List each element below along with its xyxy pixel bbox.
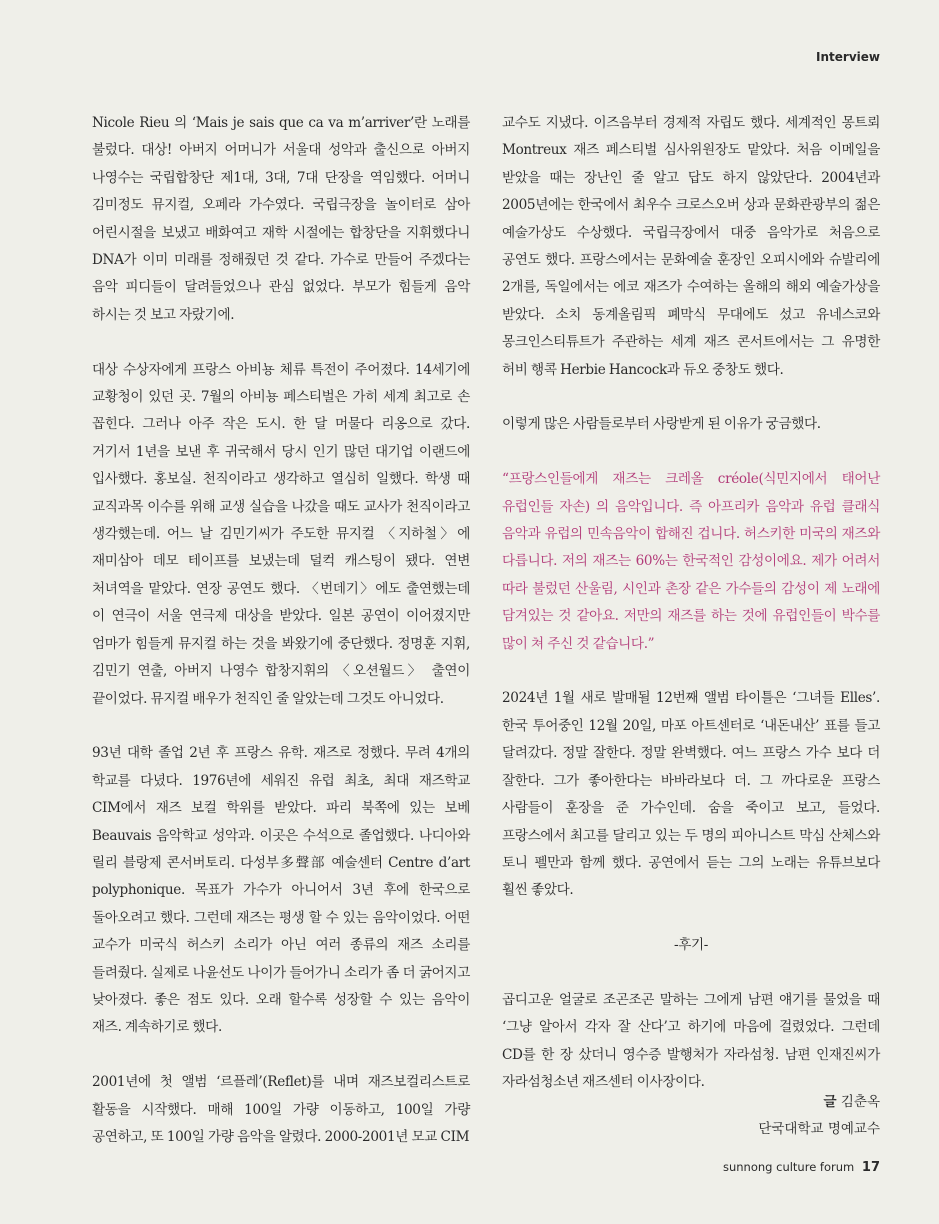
page-footer — [723, 1160, 880, 1175]
interview-question: 이렇게 많은 사람들로부터 사랑받게 된 이유가 궁금했다. — [502, 416, 821, 433]
body-paragraph: 2001년에 첫 앨범 ‘르플레’(Reflet)를 내며 재즈보컬리스트로 활동을 시작했다. 매해 100일 가량 이동하고, 100일 가량 공연하고, 또 100일 가량 음악을 알렸다. 2000-2001년 모교 CIM — [92, 1074, 470, 1145]
body-paragraph: 대상 수상자에게 프랑스 아비뇽 체류 특전이 주어졌다. 14세기에 교황청이 있던 곳. 7월의 아비뇽 페스티벌은 가히 세계 최고로 손 꼽힌다. 그러나 아주 작은 도시. 한 달 머물다 리옹으로 갔다. 거기서 1년을 보낸 후 귀국해서 당시 인기 많던 대기업 이랜드에 입사했다. 홍보실. 천직이라고 생각하고 열심히 일했다. 학생 때 교직과목 이수를 위해 교생 실습을 나갔을 때도 교사가 천직이라고 생각했는데. 어느 날 김민기씨가 주도한 뮤지컬 〈지하철〉에 재미삼아 데모 테이프를 보냈는데 덜컥 캐스팅이 됐다. 연변 처녀역을 맡았다. 연장 공연도 했다. 〈번데기〉에도 출연했는데 이 연극이 서울 연극제 대상을 받았다. 일본 공연이 이어졌지만 엄마가 힘들게 뮤지컬 하는 것을 봐왔기에 중단했다. 정명훈 지휘, 김민기 연출, 아버지 나영수 합창지휘의 〈오션월드〉 출연이 끝이었다. 뮤지컬 배우가 천직인 줄 알았는데 그것도 아니었다. — [92, 361, 470, 707]
body-paragraph: 교수도 지냈다. 이즈음부터 경제적 자립도 했다. 세계적인 몽트뢰 Montreux 재즈 페스티벌 심사위원장도 맡았다. 처음 이메일을 받았을 때는 장난인 줄 알고 답도 하지 않았단다. 2004년과 2005년에는 한국에서 최우수 크로스오버 상과 문화관광부의 젊은 예술가상도 수상했다. 국립극장에서 대중 음악가로 처음으로 공연도 했다. 프랑스에서는 문화예술 훈장인 오피시에와 슈발리에 2개를, 독일에서는 에코 재즈가 수여하는 올해의 해외 예술가상을 받았다. 소치 동계올림픽 폐막식 무대에도 섰고 유네스코와 몽크인스티튜트가 주관하는 세계 재즈 콘서트에서는 그 유명한 허비 행콕 Herbie Hancock과 듀오 중창도 했다. — [502, 115, 880, 378]
afterword-text: 곱디고운 얼굴로 조곤조곤 말하는 그에게 남편 얘기를 물었을 때 ‘그냥 알아서 각자 잘 산다’고 하기에 마음에 걸렸었다. 그런데 CD를 한 장 샀더니 영수증 발행처가 자라섬청. 남편 인재진씨가 자라섬청소년 재즈센터 이사장이다. — [502, 991, 880, 1091]
section-label: Interview — [816, 50, 880, 64]
left-column — [92, 110, 470, 1151]
body-paragraph: Nicole Rieu 의 ‘Mais je sais que ca va m’arriver’란 노래를 불렀다. 대상! 아버지 어머니가 서울대 성악과 출신으로 아버지 나영수는 국립합창단 제1대, 3대, 7대 단장을 역임했다. 어머니 김미정도 뮤지컬, 오페라 가수였다. 국립극장을 놀이터로 삼아 어린시절을 보냈고 배화여고 재학 시절에는 합창단을 지휘했다니 DNA가 이미 미래를 정해줬던 것 같다. 가수로 만들어 주겠다는 음악 피디들이 달려들었으나 관심 없었다. 부모가 힘들게 음악 하시는 것 보고 자랐기에. — [92, 115, 470, 323]
right-column — [502, 110, 880, 1124]
pull-quote: “프랑스인들에게 재즈는 크레올 créole(식민지에서 태어난 유럽인들 자손) 의 음악입니다. 즉 아프리카 음악과 유럽 클래식 음악과 유럽의 민속음악이 합해진 겁니다. 허스키한 미국의 재즈와 다릅니다. 저의 재즈는 60%는 한국적인 감성이에요. 제가 어려서 따라 불렀던 산울림, 시인과 촌장 같은 가수들의 감성이 제 노래에 담겨있는 것 같아요. 저만의 재즈를 하는 것에 유럽인들이 박수를 많이 쳐 주신 것 같습니다.” — [502, 471, 880, 652]
author-role: 글 — [823, 1094, 837, 1110]
publication-name: sunnong culture forum — [722, 1160, 855, 1174]
author-title: 단국대학교 명예교수 — [758, 1121, 880, 1137]
author-name: 김춘옥 — [840, 1094, 880, 1110]
byline-author — [824, 1090, 880, 1110]
body-paragraph: 2024년 1월 새로 발매될 12번째 앨범 타이틀은 ‘그녀들 Elles’. 한국 투어중인 12월 20일, 마포 아트센터로 ‘내돈내산’ 표를 들고 달려갔다. 정말 잘한다. 정말 완벽했다. 여느 프랑스 가수 보다 더 잘한다. 그가 좋아한다는 바바라보다 더. 그 까다로운 프랑스 사람들이 훈장을 준 가수인데. 숨을 죽이고 보고, 들었다. 프랑스에서 최고를 달리고 있는 두 명의 피아니스트 막심 산체스와 토니 펠만과 함께 했다. 공연에서 듣는 그의 노래는 유튜브보다 훨씬 좋았다. — [502, 690, 880, 899]
page-number: 17 — [861, 1160, 880, 1175]
body-paragraph: 93년 대학 졸업 2년 후 프랑스 유학. 재즈로 정했다. 무려 4개의 학교를 다녔다. 1976년에 세워진 유럽 최초, 최대 재즈학교 CIM에서 재즈 보컬 학위를 받았다. 파리 북쪽에 있는 보베 Beauvais 음악학교 성악과. 이곳은 수석으로 졸업했다. 나디아와 릴리 블랑제 콘서버토리. 다성부多聲部 예술센터 Centre d’art polyphonique. 목표가 가수가 아니어서 3년 후에 한국으로 돌아오려고 했다. 그런데 재즈는 평생 할 수 있는 음악이었다. 어떤 교수가 미국식 허스키 소리가 아닌 여러 종류의 재즈 소리를 들려줬다. 실제로 나윤선도 나이가 들어가니 소리가 좀 더 굵어지고 낮아졌다. 좋은 점도 있다. 오래 할수록 성장할 수 있는 음악이 재즈. 계속하기로 했다. — [92, 745, 470, 1036]
afterword-title: -후기- — [673, 937, 709, 954]
